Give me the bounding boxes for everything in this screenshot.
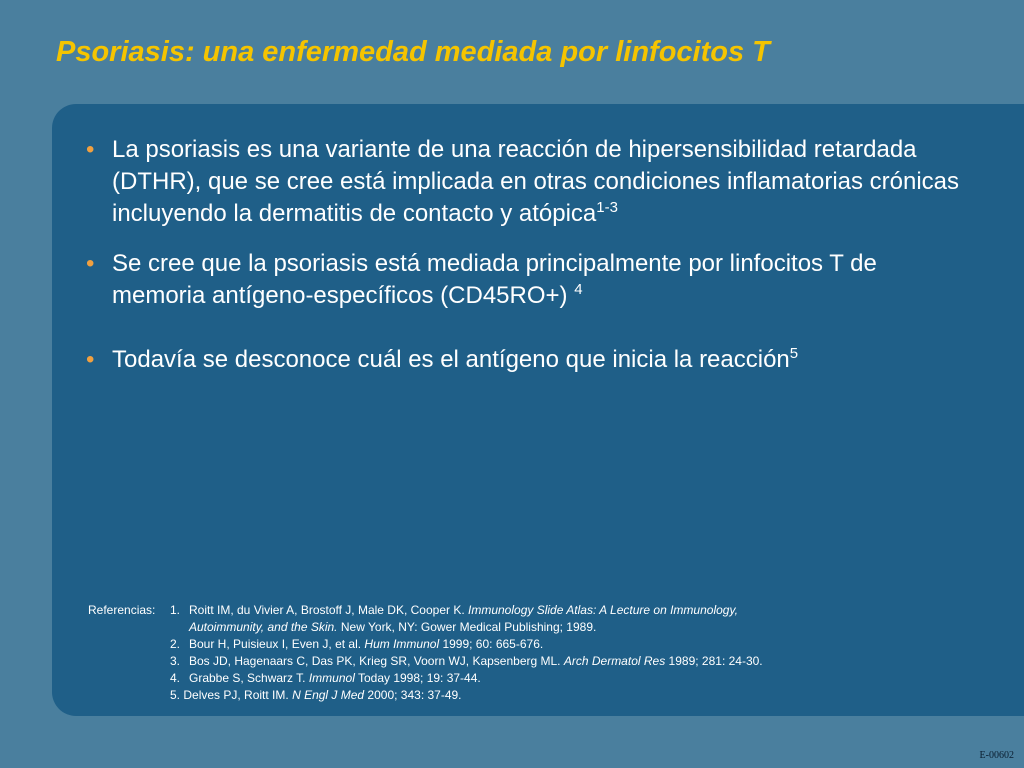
citation-superscript: 1-3 [596,199,618,216]
reference-authors: Bos JD, Hagenaars C, Das PK, Krieg SR, Voorn WJ, Kapsenberg ML. [189,654,564,668]
bullet-text: Se cree que la psoriasis está mediada principalmente por linfocitos T de memoria antígeno-específicos (CD45RO+) [112,250,877,309]
reference-text [189,619,596,636]
reference-authors: Bour H, Puisieux I, Even J, et al. [189,637,365,651]
reference-text [189,602,738,619]
reference-item [88,636,763,653]
reference-number: 4. [170,671,181,685]
reference-number: 5. [170,688,181,702]
bullet-text: La psoriasis es una variante de una reacción de hipersensibilidad retardada (DTHR), que se cree está implicada en otras condiciones inflamatorias crónicas incluyendo la dermatitis de contacto y atópica [112,136,960,227]
reference-details: New York, NY: Gower Medical Publishing; 1989. [337,620,597,634]
bullet-icon: • [86,136,95,163]
slide-code: E-00602 [979,750,1014,761]
reference-journal: Immunology Slide Atlas: A Lecture on Immunology, [468,603,738,617]
reference-details: 1999; 60: 665-676. [439,637,544,651]
reference-authors: Grabbe S, Schwarz T. [189,671,309,685]
slide-title: Psoriasis: una enfermedad mediada por linfocitos T [56,36,770,68]
reference-number: 3. [170,654,181,668]
reference-item [88,687,763,704]
reference-text [170,687,462,704]
reference-item [88,602,763,619]
reference-authors: Roitt IM, du Vivier A, Brostoff J, Male DK, Cooper K. [189,603,468,617]
reference-details: Today 1998; 19: 37-44. [354,671,481,685]
bullet-item [86,134,966,230]
citation-superscript: 4 [574,281,583,298]
reference-authors: Delves PJ, Roitt IM. [183,688,293,702]
reference-journal: Immunol [308,671,355,685]
bullet-list [86,134,966,394]
bullet-icon: • [86,346,95,373]
reference-text [189,636,543,653]
reference-text [189,653,763,670]
reference-details: 2000; 343: 37-49. [364,688,462,702]
reference-journal: Hum Immunol [364,637,440,651]
reference-journal: N Engl J Med [292,688,365,702]
bullet-icon: • [86,250,95,277]
reference-details: 1989; 281: 24-30. [665,654,763,668]
reference-journal: Arch Dermatol Res [563,654,666,668]
reference-number: 1. [170,603,181,617]
reference-item [88,653,763,670]
reference-text [189,670,481,687]
references-label: Referencias: [88,603,156,617]
reference-number: 2. [170,637,181,651]
bullet-item [86,248,966,312]
reference-journal: Autoimmunity, and the Skin. [189,620,338,634]
reference-continuation [88,619,763,636]
bullet-text: Todavía se desconoce cuál es el antígeno que inicia la reacción [112,346,790,373]
reference-item [88,670,763,687]
citation-superscript: 5 [789,345,799,362]
bullet-item [86,344,966,376]
references [88,602,763,704]
